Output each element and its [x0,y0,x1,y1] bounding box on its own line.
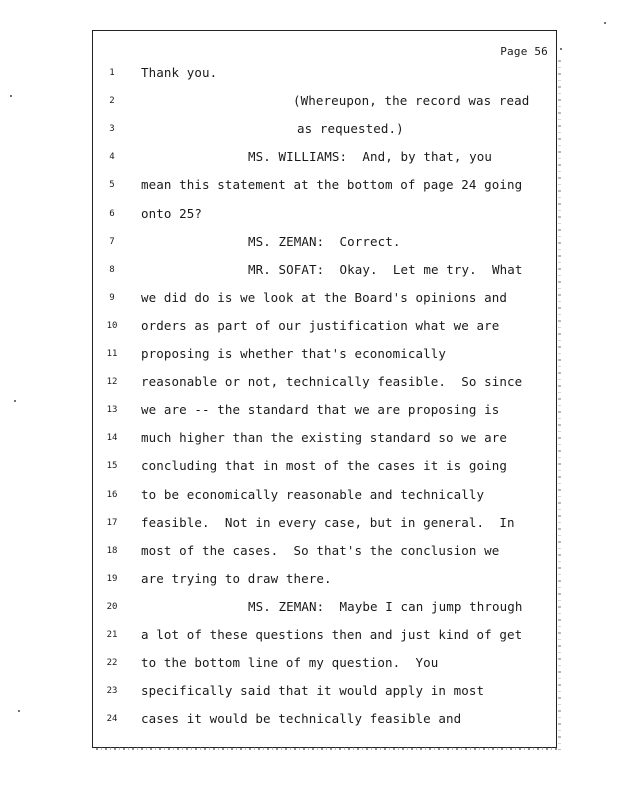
transcript-line [93,262,556,284]
scan-speck [560,48,562,50]
line-text: Thank you. [141,65,218,80]
scan-speck [10,95,12,97]
transcript-line [93,458,556,480]
line-number: 4 [109,152,115,163]
transcript-line [93,487,556,509]
transcript-line [93,683,556,705]
line-text: MS. WILLIAMS: And, by that, you [248,149,493,165]
transcript-line [93,543,556,565]
line-text: specifically said that it would apply in most [141,683,485,699]
transcript-line [93,571,556,593]
line-text: MR. SOFAT: Okay. Let me try. What [248,261,523,277]
transcript-line [93,402,556,424]
line-number: 12 [106,377,118,388]
transcript-line [93,121,556,143]
line-number: 9 [109,292,115,303]
line-text: to be economically reasonable and technically [141,486,485,502]
transcript-line [93,318,556,340]
transcript-line [93,290,556,312]
line-number: 8 [109,264,115,275]
page-number: Page 56 [500,45,548,58]
line-number: 6 [109,208,115,219]
line-text: reasonable or not, technically feasible. So since [141,374,523,390]
transcript-line [93,346,556,368]
transcript-line [93,93,556,115]
transcript-line [93,515,556,537]
transcript-line [93,374,556,396]
line-number: 15 [106,461,118,472]
scan-speck [18,710,20,712]
transcript-line [93,711,556,733]
line-number: 24 [106,714,118,725]
line-text: a lot of these questions then and just kind of get [141,627,523,642]
scan-speck [604,22,606,24]
line-text: much higher than the existing standard so we are [141,430,508,446]
line-text: mean this statement at the bottom of page 24 going [141,177,523,193]
line-text: (Whereupon, the record was read [293,93,530,109]
line-number: 7 [109,236,115,247]
line-text: are trying to draw there. [141,570,332,586]
line-number: 2 [109,96,115,107]
transcript-line [93,234,556,256]
transcript-page [92,30,557,748]
line-text: orders as part of our justification what we are [141,317,500,333]
line-text: MS. ZEMAN: Correct. [248,233,401,249]
line-number: 11 [106,349,118,359]
transcript-line [93,627,556,649]
scan-noise-bottom [96,747,558,750]
transcript-line [93,655,556,677]
line-number: 5 [109,180,115,191]
transcript-line [93,177,556,199]
line-number: 22 [106,658,118,669]
line-number: 20 [106,601,118,612]
line-number: 3 [109,124,115,135]
line-number: 23 [106,686,118,697]
line-text: concluding that in most of the cases it is going [141,458,508,474]
line-text: we did do is we look at the Board's opinions and [141,289,508,305]
line-text: proposing is whether that's economically [141,346,447,361]
transcript-line [93,599,556,621]
line-number: 21 [106,630,118,640]
line-text: most of the cases. So that's the conclusion we [141,542,500,558]
line-text: onto 25? [141,205,203,221]
line-number: 1 [109,68,115,78]
line-text: cases it would be technically feasible and [141,711,462,727]
line-text: feasible. Not in every case, but in general. In [141,514,515,530]
transcript-line [93,149,556,171]
line-number: 10 [106,320,118,331]
line-text: as requested.) [297,121,404,137]
line-text: MS. ZEMAN: Maybe I can jump through [248,598,523,614]
line-number: 17 [106,517,118,528]
line-number: 19 [106,573,118,584]
transcript-line [93,65,556,87]
line-number: 13 [106,405,118,416]
transcript-line [93,430,556,452]
scan-noise-right [558,60,561,750]
line-text: to the bottom line of my question. You [141,655,439,671]
line-number: 18 [106,545,118,556]
line-text: we are -- the standard that we are proposing is [141,402,500,418]
transcript-line [93,206,556,228]
scan-speck [14,400,16,402]
line-number: 14 [106,433,118,444]
line-number: 16 [106,489,118,500]
